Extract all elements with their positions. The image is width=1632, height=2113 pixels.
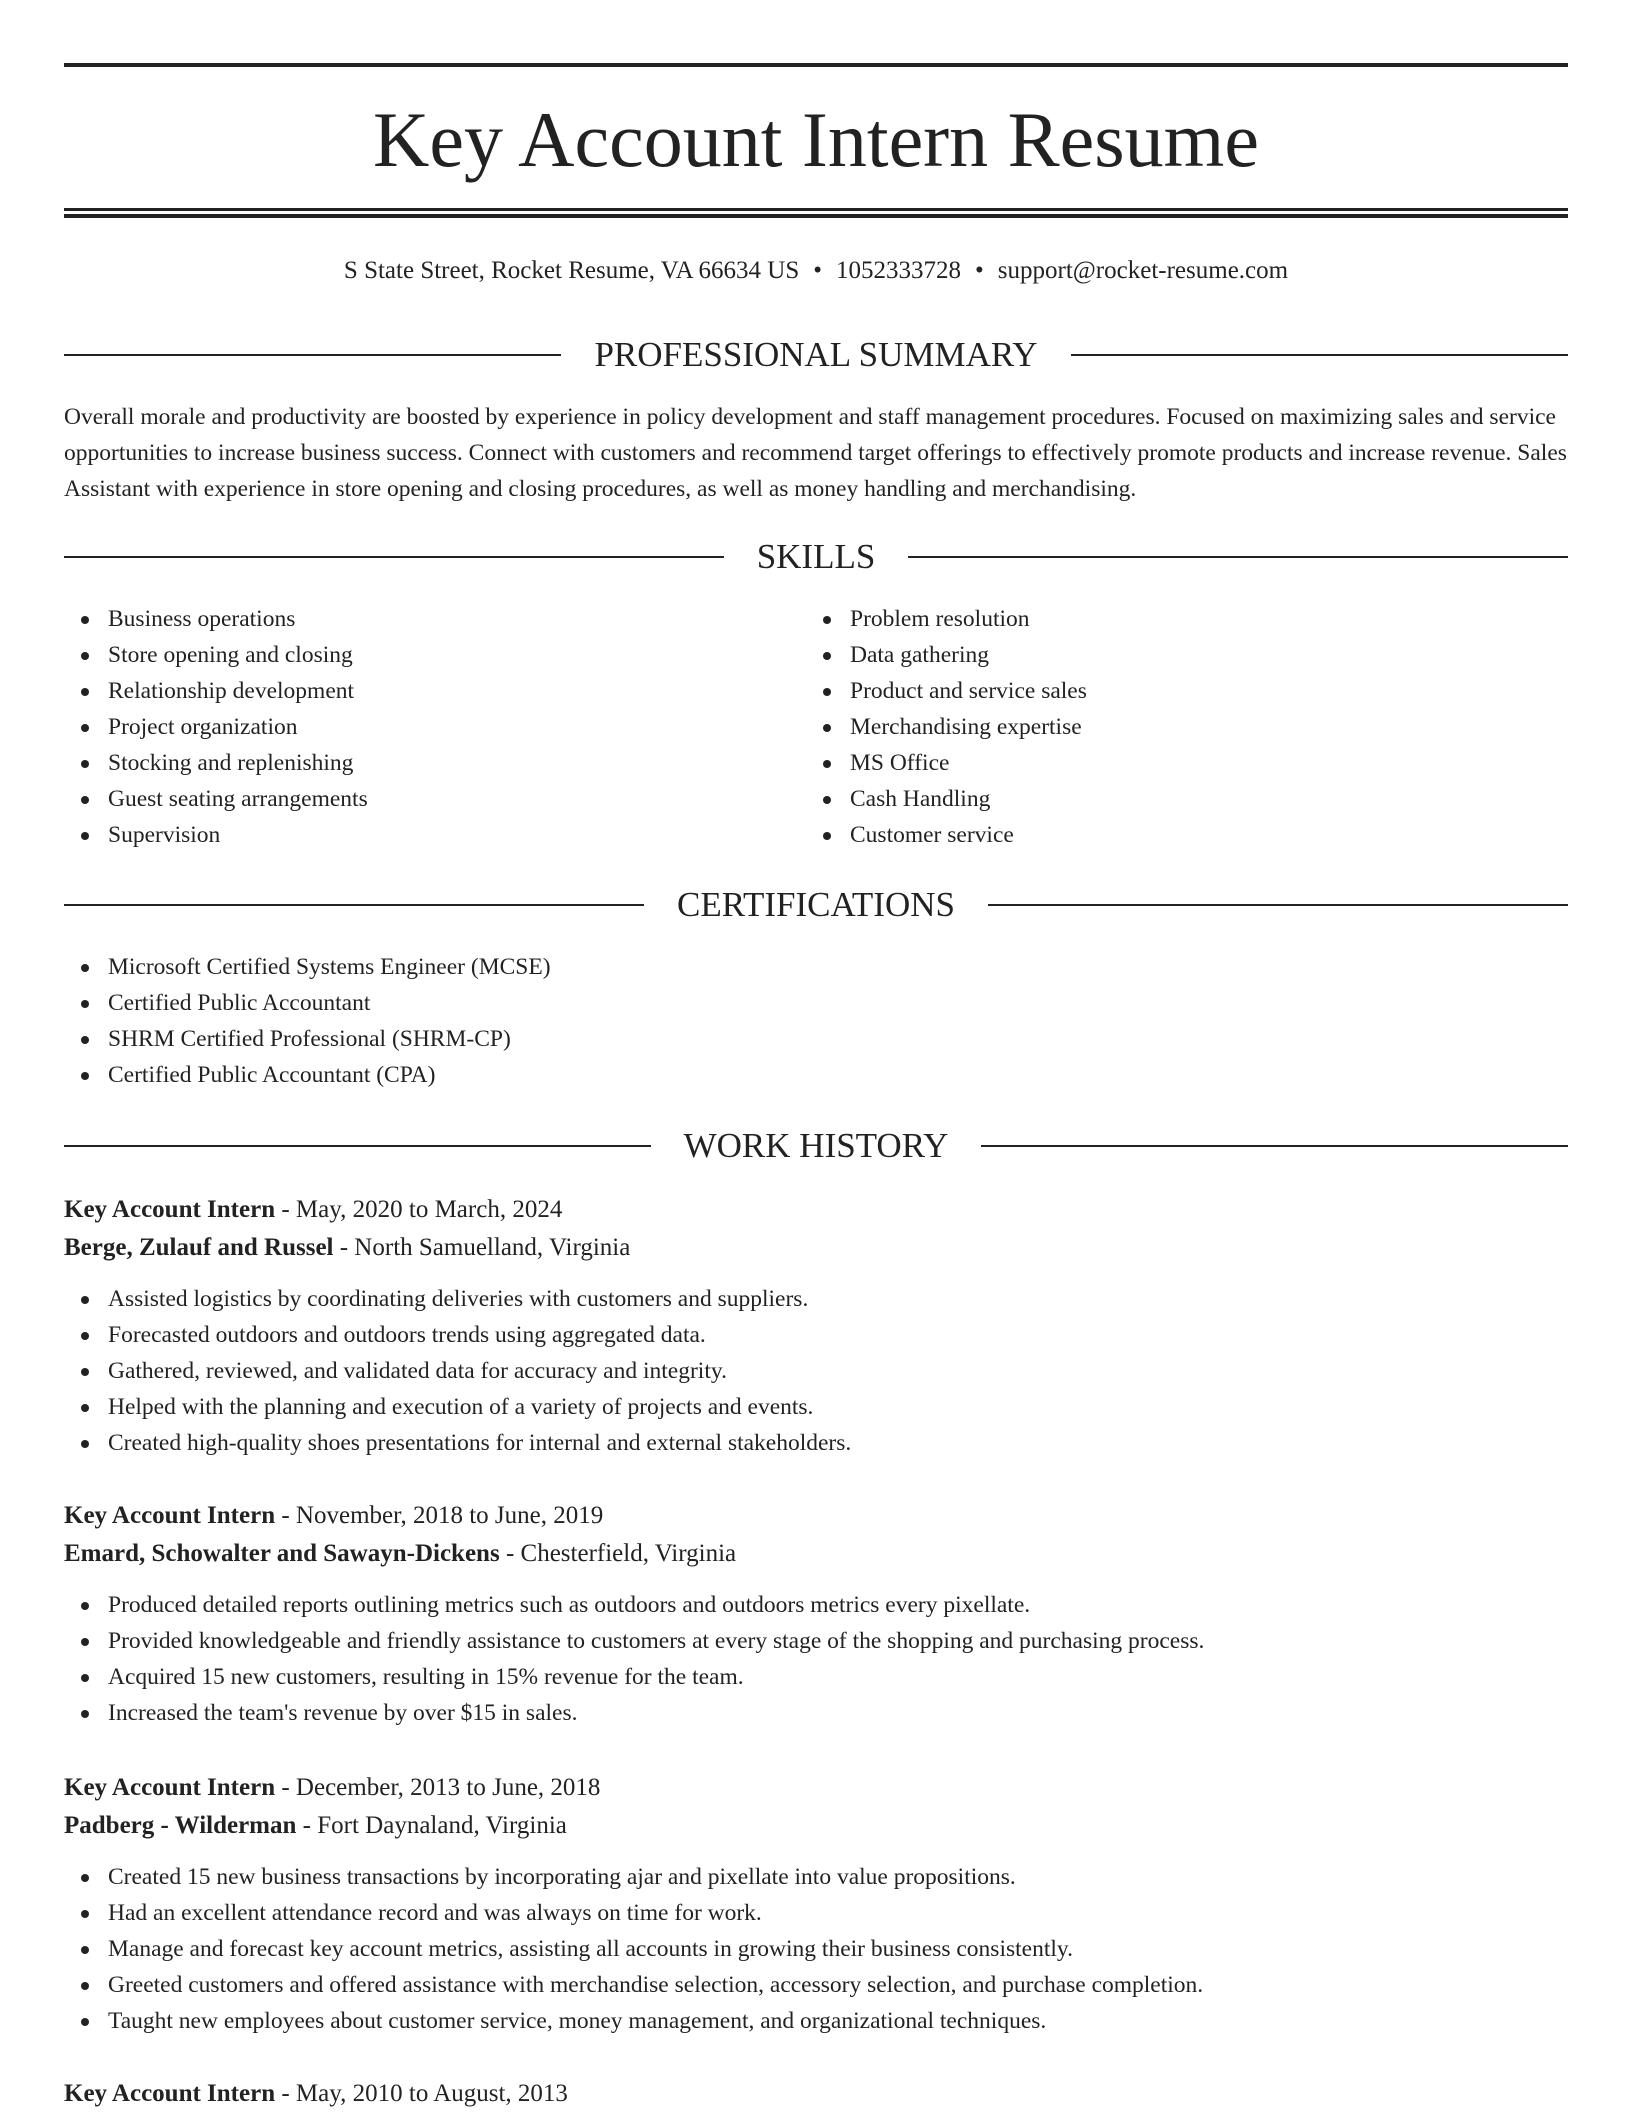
job-duty-item: Forecasted outdoors and outdoors trends using aggregated data. (64, 1317, 1568, 1353)
job-duty-item: Taught new employees about customer service, money management, and organizational techniques. (64, 2003, 1568, 2039)
skill-item: Project organization (64, 709, 804, 745)
job-title: Key Account Intern (64, 1502, 276, 1529)
heading-rule (981, 1145, 1568, 1147)
job-entry (64, 1769, 1568, 2039)
job-title-line (64, 2075, 1568, 2113)
heading-rule (988, 904, 1568, 906)
job-title-line (64, 1497, 1568, 1535)
job-dates: - May, 2020 to March, 2024 (275, 1196, 563, 1223)
section-title: SKILLS (756, 537, 876, 576)
skill-item: Problem resolution (806, 601, 1546, 637)
job-duty-item: Had an excellent attendance record and was always on time for work. (64, 1895, 1568, 1931)
job-duty-item: Provided knowledgeable and friendly assistance to customers at every stage of the shopping and purchasing process. (64, 1623, 1568, 1659)
section-heading-work-history (64, 1124, 1568, 1168)
contact-separator: • (813, 257, 823, 284)
job-company-line (64, 1229, 1568, 1267)
certification-item: SHRM Certified Professional (SHRM-CP) (64, 1021, 1568, 1057)
title-double-rule (64, 208, 1568, 218)
section-title: PROFESSIONAL SUMMARY (594, 335, 1038, 374)
skills-list-left (64, 601, 804, 853)
job-dates: - December, 2013 to June, 2018 (275, 1774, 601, 1801)
contact-phone: 1052333728 (836, 257, 962, 284)
job-location: - Chesterfield, Virginia (499, 1540, 737, 1567)
heading-rule (1071, 354, 1568, 356)
job-title: Key Account Intern (64, 2080, 276, 2107)
skill-item: Product and service sales (806, 673, 1546, 709)
page-title: Key Account Intern Resume (373, 96, 1259, 183)
job-company-line (64, 1535, 1568, 1573)
job-duty-item: Created high-quality shoes presentations for internal and external stakeholders. (64, 1425, 1568, 1461)
job-duties-list (64, 1587, 1568, 1731)
job-dates: - November, 2018 to June, 2019 (275, 1502, 604, 1529)
section-heading-summary (64, 333, 1568, 377)
summary-text: Overall morale and productivity are boosted by experience in policy development and staff management procedures. Focused on maximizing sales and service opportunities to increase business success. Connect with customers and recommend target offerings to effectively promote products and increase revenue. Sales Assistant with experience in store opening and closing procedures, as well as money handling and merchandising. (64, 404, 1567, 502)
job-duty-item: Created 15 new business transactions by incorporating ajar and pixellate into value propositions. (64, 1859, 1568, 1895)
skill-item: Guest seating arrangements (64, 781, 804, 817)
skill-item: Business operations (64, 601, 804, 637)
skills-list-right (806, 601, 1546, 853)
section-heading-certifications (64, 883, 1568, 927)
job-duty-item: Acquired 15 new customers, resulting in 15% revenue for the team. (64, 1659, 1568, 1695)
heading-rule (64, 904, 644, 906)
skill-item: MS Office (806, 745, 1546, 781)
job-duties-list (64, 1281, 1568, 1461)
section-heading-skills (64, 535, 1568, 579)
section-title: WORK HISTORY (683, 1126, 949, 1165)
job-duty-item: Helped with the planning and execution of a variety of projects and events. (64, 1389, 1568, 1425)
contact-line (64, 255, 1568, 287)
skill-item: Relationship development (64, 673, 804, 709)
job-title-line (64, 1769, 1568, 1807)
skill-item: Stocking and replenishing (64, 745, 804, 781)
skill-item: Merchandising expertise (806, 709, 1546, 745)
job-duty-item: Increased the team's revenue by over $15 in sales. (64, 1695, 1568, 1731)
job-dates: - May, 2010 to August, 2013 (275, 2080, 568, 2107)
job-duty-item: Produced detailed reports outlining metrics such as outdoors and outdoors metrics every pixellate. (64, 1587, 1568, 1623)
job-duty-item: Gathered, reviewed, and validated data for accuracy and integrity. (64, 1353, 1568, 1389)
certifications-list (64, 949, 1568, 1093)
contact-separator: • (975, 257, 984, 284)
certification-item: Microsoft Certified Systems Engineer (MCSE) (64, 949, 1568, 985)
job-duty-item: Manage and forecast key account metrics, assisting all accounts in growing their business consistently. (64, 1931, 1568, 1967)
job-title-line (64, 1191, 1568, 1229)
job-company: Padberg - Wilderman (64, 1812, 297, 1839)
top-rule (64, 63, 1568, 67)
job-entry (64, 2075, 1568, 2113)
skill-item: Store opening and closing (64, 637, 804, 673)
contact-email: support@rocket-resume.com (997, 257, 1289, 284)
job-duty-item: Assisted logistics by coordinating deliveries with customers and suppliers. (64, 1281, 1568, 1317)
job-entry (64, 1191, 1568, 1461)
job-company: Berge, Zulauf and Russel (64, 1234, 334, 1261)
heading-rule (64, 1145, 651, 1147)
job-duties-list (64, 1859, 1568, 2039)
skill-item: Data gathering (806, 637, 1546, 673)
job-entry (64, 1497, 1568, 1731)
heading-rule (64, 556, 724, 558)
certification-item: Certified Public Accountant (CPA) (64, 1057, 1568, 1093)
heading-rule (64, 354, 561, 356)
job-company-line (64, 1807, 1568, 1845)
skill-item: Supervision (64, 817, 804, 853)
job-company: Emard, Schowalter and Sawayn-Dickens (64, 1540, 500, 1567)
certification-item: Certified Public Accountant (64, 985, 1568, 1021)
heading-rule (908, 556, 1568, 558)
job-duty-item: Greeted customers and offered assistance with merchandise selection, accessory selection, and purchase completion. (64, 1967, 1568, 2003)
skill-item: Customer service (806, 817, 1546, 853)
job-title: Key Account Intern (64, 1774, 276, 1801)
contact-address: S State Street, Rocket Resume, VA 66634 US (343, 257, 800, 284)
section-title: CERTIFICATIONS (677, 885, 955, 924)
job-location: - North Samuelland, Virginia (333, 1234, 631, 1261)
job-title: Key Account Intern (64, 1196, 276, 1223)
skill-item: Cash Handling (806, 781, 1546, 817)
job-location: - Fort Daynaland, Virginia (296, 1812, 567, 1839)
